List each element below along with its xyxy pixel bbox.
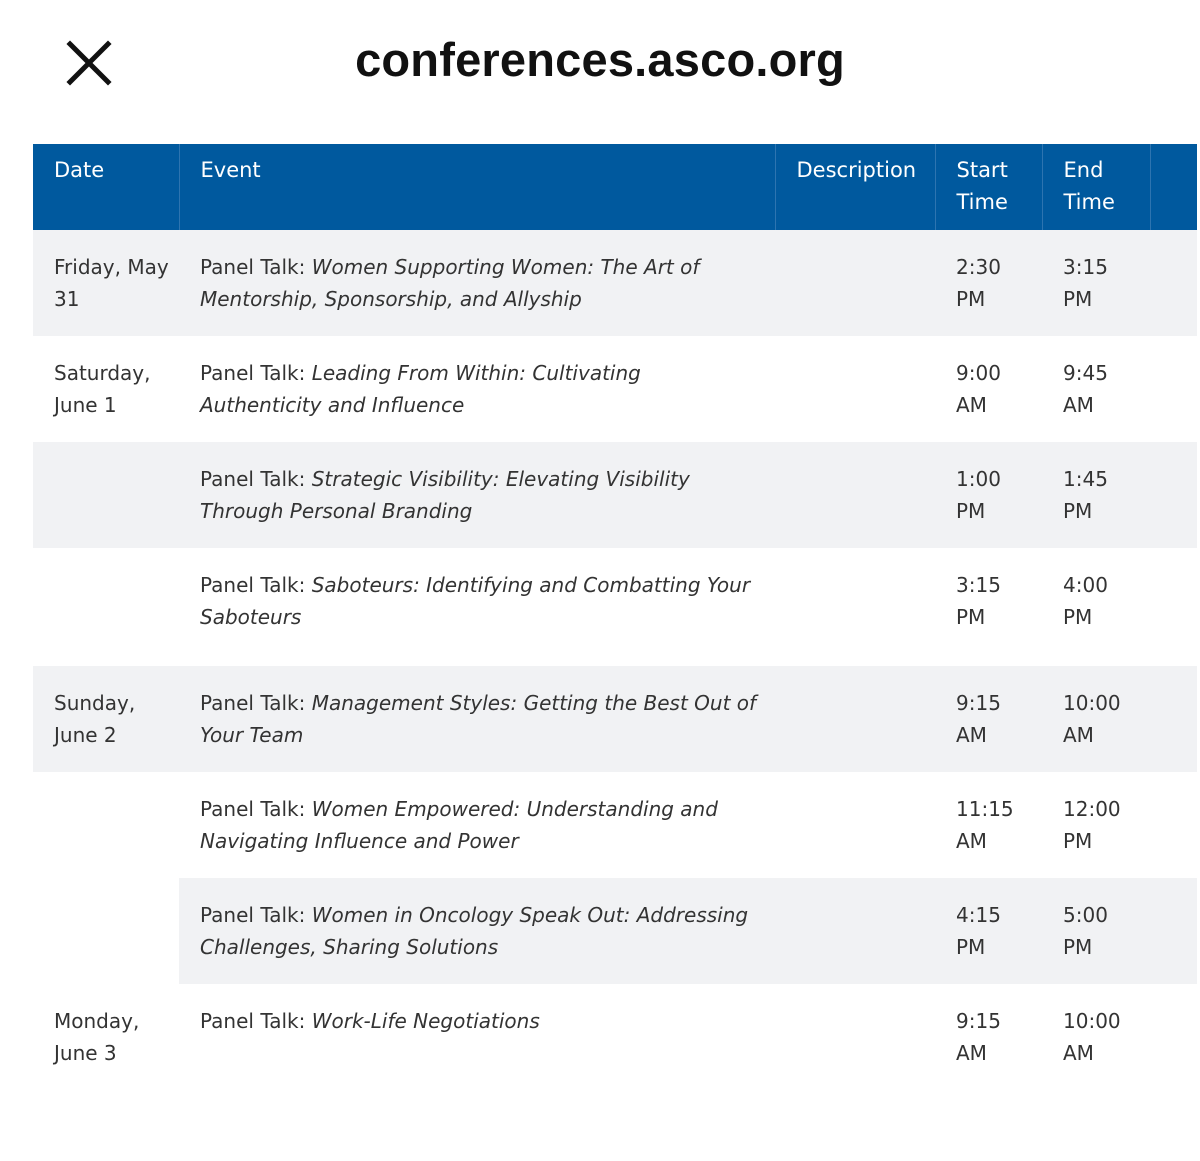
- end-time-cell: 1:45 PM: [1042, 442, 1150, 548]
- description-cell: [775, 442, 935, 548]
- event-title: Strategic Visibility: Elevating Visibility Through Personal Branding: [200, 467, 690, 523]
- event-title: Work-Life Negotiations: [311, 1009, 540, 1033]
- event-prefix: Panel Talk:: [200, 797, 312, 821]
- spacer-cell: [1150, 878, 1197, 984]
- event-title: Women Supporting Women: The Art of Mentorship, Sponsorship, and Allyship: [200, 255, 700, 311]
- end-time-cell: 5:00 PM: [1042, 878, 1150, 984]
- date-cell: [33, 984, 179, 1090]
- event-cell: [179, 772, 775, 878]
- event-cell: [179, 984, 775, 1090]
- column-header-event: Event: [179, 144, 775, 230]
- date-cell: [33, 878, 179, 984]
- event-prefix: Panel Talk:: [200, 467, 312, 491]
- date-text: Monday, June 3: [54, 1009, 140, 1065]
- date-cell: [33, 442, 179, 548]
- description-cell: [775, 878, 935, 984]
- event-prefix: Panel Talk:: [200, 361, 312, 385]
- event-title: Women in Oncology Speak Out: Addressing Challenges, Sharing Solutions: [200, 903, 749, 959]
- schedule-table: [33, 144, 1197, 1090]
- spacer-cell: [1150, 442, 1197, 548]
- date-cell: [33, 772, 179, 878]
- end-time-cell: 9:45 AM: [1042, 336, 1150, 442]
- date-text: Saturday, June 1: [54, 361, 151, 417]
- event-prefix: Panel Talk:: [200, 255, 312, 279]
- table-row: [33, 666, 1197, 772]
- date-text: Friday, May 31: [54, 255, 169, 311]
- event-title: Women Empowered: Understanding and Navigating Influence and Power: [200, 797, 718, 853]
- event-title: Saboteurs: Identifying and Combatting Your Saboteurs: [200, 573, 751, 629]
- spacer-cell: [1150, 230, 1197, 336]
- date-cell: [33, 666, 179, 772]
- end-time-cell: 4:00 PM: [1042, 548, 1150, 666]
- end-time-cell: 10:00 AM: [1042, 666, 1150, 772]
- table-row: [33, 548, 1197, 666]
- description-cell: [775, 336, 935, 442]
- description-cell: [775, 230, 935, 336]
- event-prefix: Panel Talk:: [200, 1009, 312, 1033]
- browser-top-bar: [0, 0, 1200, 120]
- table-row: [33, 772, 1197, 878]
- event-prefix: Panel Talk:: [200, 573, 312, 597]
- description-cell: [775, 548, 935, 666]
- event-title: Management Styles: Getting the Best Out of Your Team: [200, 691, 757, 747]
- end-time-cell: 10:00 AM: [1042, 984, 1150, 1090]
- start-time-cell: 11:15 AM: [935, 772, 1042, 878]
- table-row: [33, 878, 1197, 984]
- end-time-cell: 12:00 PM: [1042, 772, 1150, 878]
- column-header-spacer: [1150, 144, 1197, 230]
- date-cell: [33, 230, 179, 336]
- start-time-cell: 9:15 AM: [935, 666, 1042, 772]
- date-text: Sunday, June 2: [54, 691, 136, 747]
- event-cell: [179, 666, 775, 772]
- event-prefix: Panel Talk:: [200, 903, 312, 927]
- event-cell: [179, 878, 775, 984]
- table-row: [33, 984, 1197, 1090]
- description-cell: [775, 666, 935, 772]
- start-time-cell: 2:30 PM: [935, 230, 1042, 336]
- event-prefix: Panel Talk:: [200, 691, 312, 715]
- spacer-cell: [1150, 548, 1197, 666]
- column-header-end-time: End Time: [1042, 144, 1150, 230]
- spacer-cell: [1150, 772, 1197, 878]
- event-cell: [179, 442, 775, 548]
- date-cell: [33, 548, 179, 666]
- start-time-cell: 4:15 PM: [935, 878, 1042, 984]
- date-cell: [33, 336, 179, 442]
- spacer-cell: [1150, 336, 1197, 442]
- event-title: Leading From Within: Cultivating Authenticity and Influence: [200, 361, 641, 417]
- event-cell: [179, 230, 775, 336]
- description-cell: [775, 984, 935, 1090]
- spacer-cell: [1150, 984, 1197, 1090]
- column-header-start-time: Start Time: [935, 144, 1042, 230]
- schedule-table-container: [33, 144, 1200, 1090]
- table-row: [33, 230, 1197, 336]
- start-time-cell: 9:15 AM: [935, 984, 1042, 1090]
- column-header-description: Description: [775, 144, 935, 230]
- table-row: [33, 442, 1197, 548]
- start-time-cell: 3:15 PM: [935, 548, 1042, 666]
- start-time-cell: 1:00 PM: [935, 442, 1042, 548]
- column-header-date: Date: [33, 144, 179, 230]
- spacer-cell: [1150, 666, 1197, 772]
- table-row: [33, 336, 1197, 442]
- event-cell: [179, 548, 775, 666]
- description-cell: [775, 772, 935, 878]
- event-cell: [179, 336, 775, 442]
- site-url-title: conferences.asco.org: [355, 33, 845, 86]
- table-header-row: [33, 144, 1197, 230]
- start-time-cell: 9:00 AM: [935, 336, 1042, 442]
- end-time-cell: 3:15 PM: [1042, 230, 1150, 336]
